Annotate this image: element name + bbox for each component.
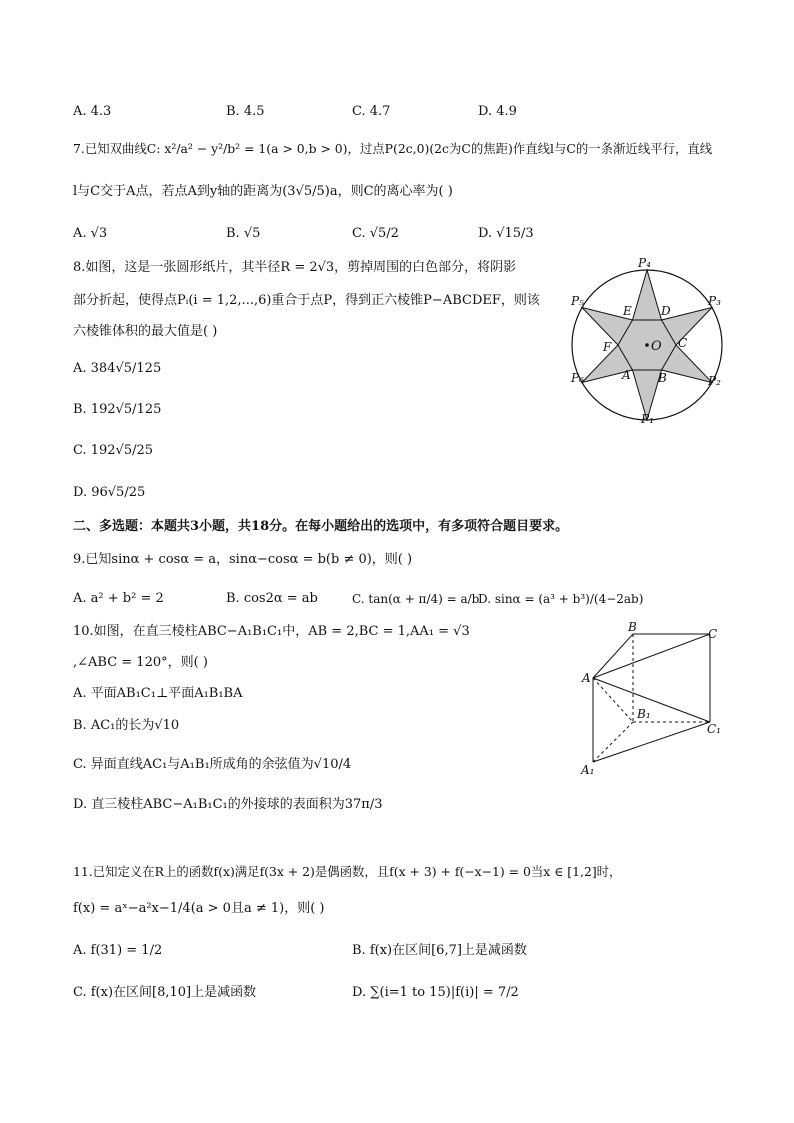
q10-label-b1: B₁: [637, 707, 651, 721]
q6-option-d: D. 4.9: [478, 104, 517, 119]
q11-option-c: C. f(x)在区间[8,10]上是减函数: [73, 985, 257, 1000]
q8-label-d: D: [661, 304, 671, 318]
q7-option-b: B. √5: [226, 226, 261, 241]
q8-option-b: B. 192√5/125: [73, 402, 162, 417]
q10-line-ab1: [593, 678, 633, 722]
q7-option-d: D. √15/3: [478, 226, 534, 241]
q8-label-p1: P₁: [641, 412, 654, 426]
q7-stem-line2: l与C交于A点，若点A到y轴的距离为(3√5/5)a，则C的离心率为( ): [73, 184, 453, 199]
q10-edge-ab: [593, 634, 633, 678]
q10-option-b: B. AC₁的长为√10: [73, 718, 180, 733]
q8-center-point: [645, 343, 649, 347]
q9-option-b: B. cos2α = ab: [226, 591, 318, 606]
q9-option-c: C. tan(α + π/4) = a/b: [352, 592, 480, 606]
q11-stem-line1: 11.已知定义在R上的函数f(x)满足f(3x + 2)是偶函数，且f(x + 3) + f(−x−1) = 0当x ∈ [1,2]时，: [73, 864, 622, 879]
q8-label-e: E: [623, 304, 632, 318]
q11-option-d: D. ∑(i=1 to 15)|f(i)| = 7/2: [352, 985, 519, 1000]
q8-label-p3: P₃: [708, 294, 721, 308]
q8-stem-line1: 8.如图，这是一张圆形纸片，其半径R = 2√3，剪掉周围的白色部分，将阴影: [73, 260, 517, 275]
q8-option-d: D. 96√5/25: [73, 485, 146, 500]
q9-stem: 9.已知sinα + cosα = a，sinα−cosα = b(b ≠ 0)，则( ): [73, 552, 413, 567]
q11-option-b: B. f(x)在区间[6,7]上是减函数: [352, 943, 527, 958]
q9-option-a: A. a² + b² = 2: [73, 591, 164, 606]
q8-label-a: A: [622, 368, 631, 382]
q8-stem-line2: 部分折起，使得点Pᵢ(i = 1,2,...,6)重合于点P，得到正六棱锥P−ABCDEF，则该: [73, 293, 540, 308]
q8-label-f: F: [603, 340, 612, 354]
q8-label-p4: P₄: [638, 256, 651, 270]
q10-edge-ac: [593, 634, 710, 678]
q8-label-p6: P₆: [571, 371, 584, 385]
q7-option-a: A. √3: [73, 226, 108, 241]
q10-label-c: C: [708, 627, 718, 641]
q8-label-p2: P₂: [708, 374, 721, 388]
q7-stem-line1: 7.已知双曲线C: x²/a² − y²/b² = 1(a > 0,b > 0)，过点P(2c,0)(2c为C的焦距)作直线l与C的一条渐近线平行，直线: [73, 141, 713, 156]
q6-option-a: A. 4.3: [73, 104, 112, 119]
q10-label-b: B: [628, 620, 637, 634]
q6-option-c: C. 4.7: [352, 104, 391, 119]
q8-label-p5: P₅: [571, 294, 584, 308]
section2-heading: 二、多选题：本题共3小题，共18分。在每小题给出的选项中，有多项符合题目要求。: [73, 519, 569, 534]
q10-option-c: C. 异面直线AC₁与A₁B₁所成角的余弦值为√10/4: [73, 757, 352, 772]
q10-label-a: A: [582, 671, 591, 685]
q8-star-figure: [565, 255, 735, 435]
q7-option-c: C. √5/2: [352, 226, 399, 241]
q10-option-d: D. 直三棱柱ABC−A₁B₁C₁的外接球的表面积为37π/3: [73, 797, 383, 812]
q10-label-a1: A₁: [581, 763, 595, 777]
q11-stem-line2: f(x) = aˣ−a²x−1/4(a > 0且a ≠ 1)，则( ): [73, 901, 325, 916]
q10-line-ac1: [593, 678, 710, 722]
q8-label-o: O: [651, 339, 662, 354]
q8-label-c: C: [678, 336, 688, 350]
q10-stem-line1: 10.如图，在直三棱柱ABC−A₁B₁C₁中，AB = 2,BC = 1,AA₁ = √3: [73, 624, 470, 639]
q10-label-c1: C₁: [707, 722, 721, 736]
q10-edge-a1c1: [593, 722, 710, 762]
q8-stem-line3: 六棱锥体积的最大值是( ): [73, 324, 218, 339]
q11-option-a: A. f(31) = 1/2: [73, 943, 163, 958]
q10-prism-figure: [578, 620, 738, 780]
q6-option-b: B. 4.5: [226, 104, 265, 119]
q10-stem-line2: ,∠ABC = 120°，则( ): [73, 655, 208, 670]
q8-label-b: B: [658, 371, 667, 385]
q10-option-a: A. 平面AB₁C₁⊥平面A₁B₁BA: [73, 686, 243, 701]
q8-option-a: A. 384√5/125: [73, 361, 162, 376]
q8-option-c: C. 192√5/25: [73, 443, 154, 458]
q10-edge-a1b1: [593, 722, 633, 762]
q9-option-d: D. sinα = (a³ + b³)/(4−2ab): [478, 592, 644, 606]
